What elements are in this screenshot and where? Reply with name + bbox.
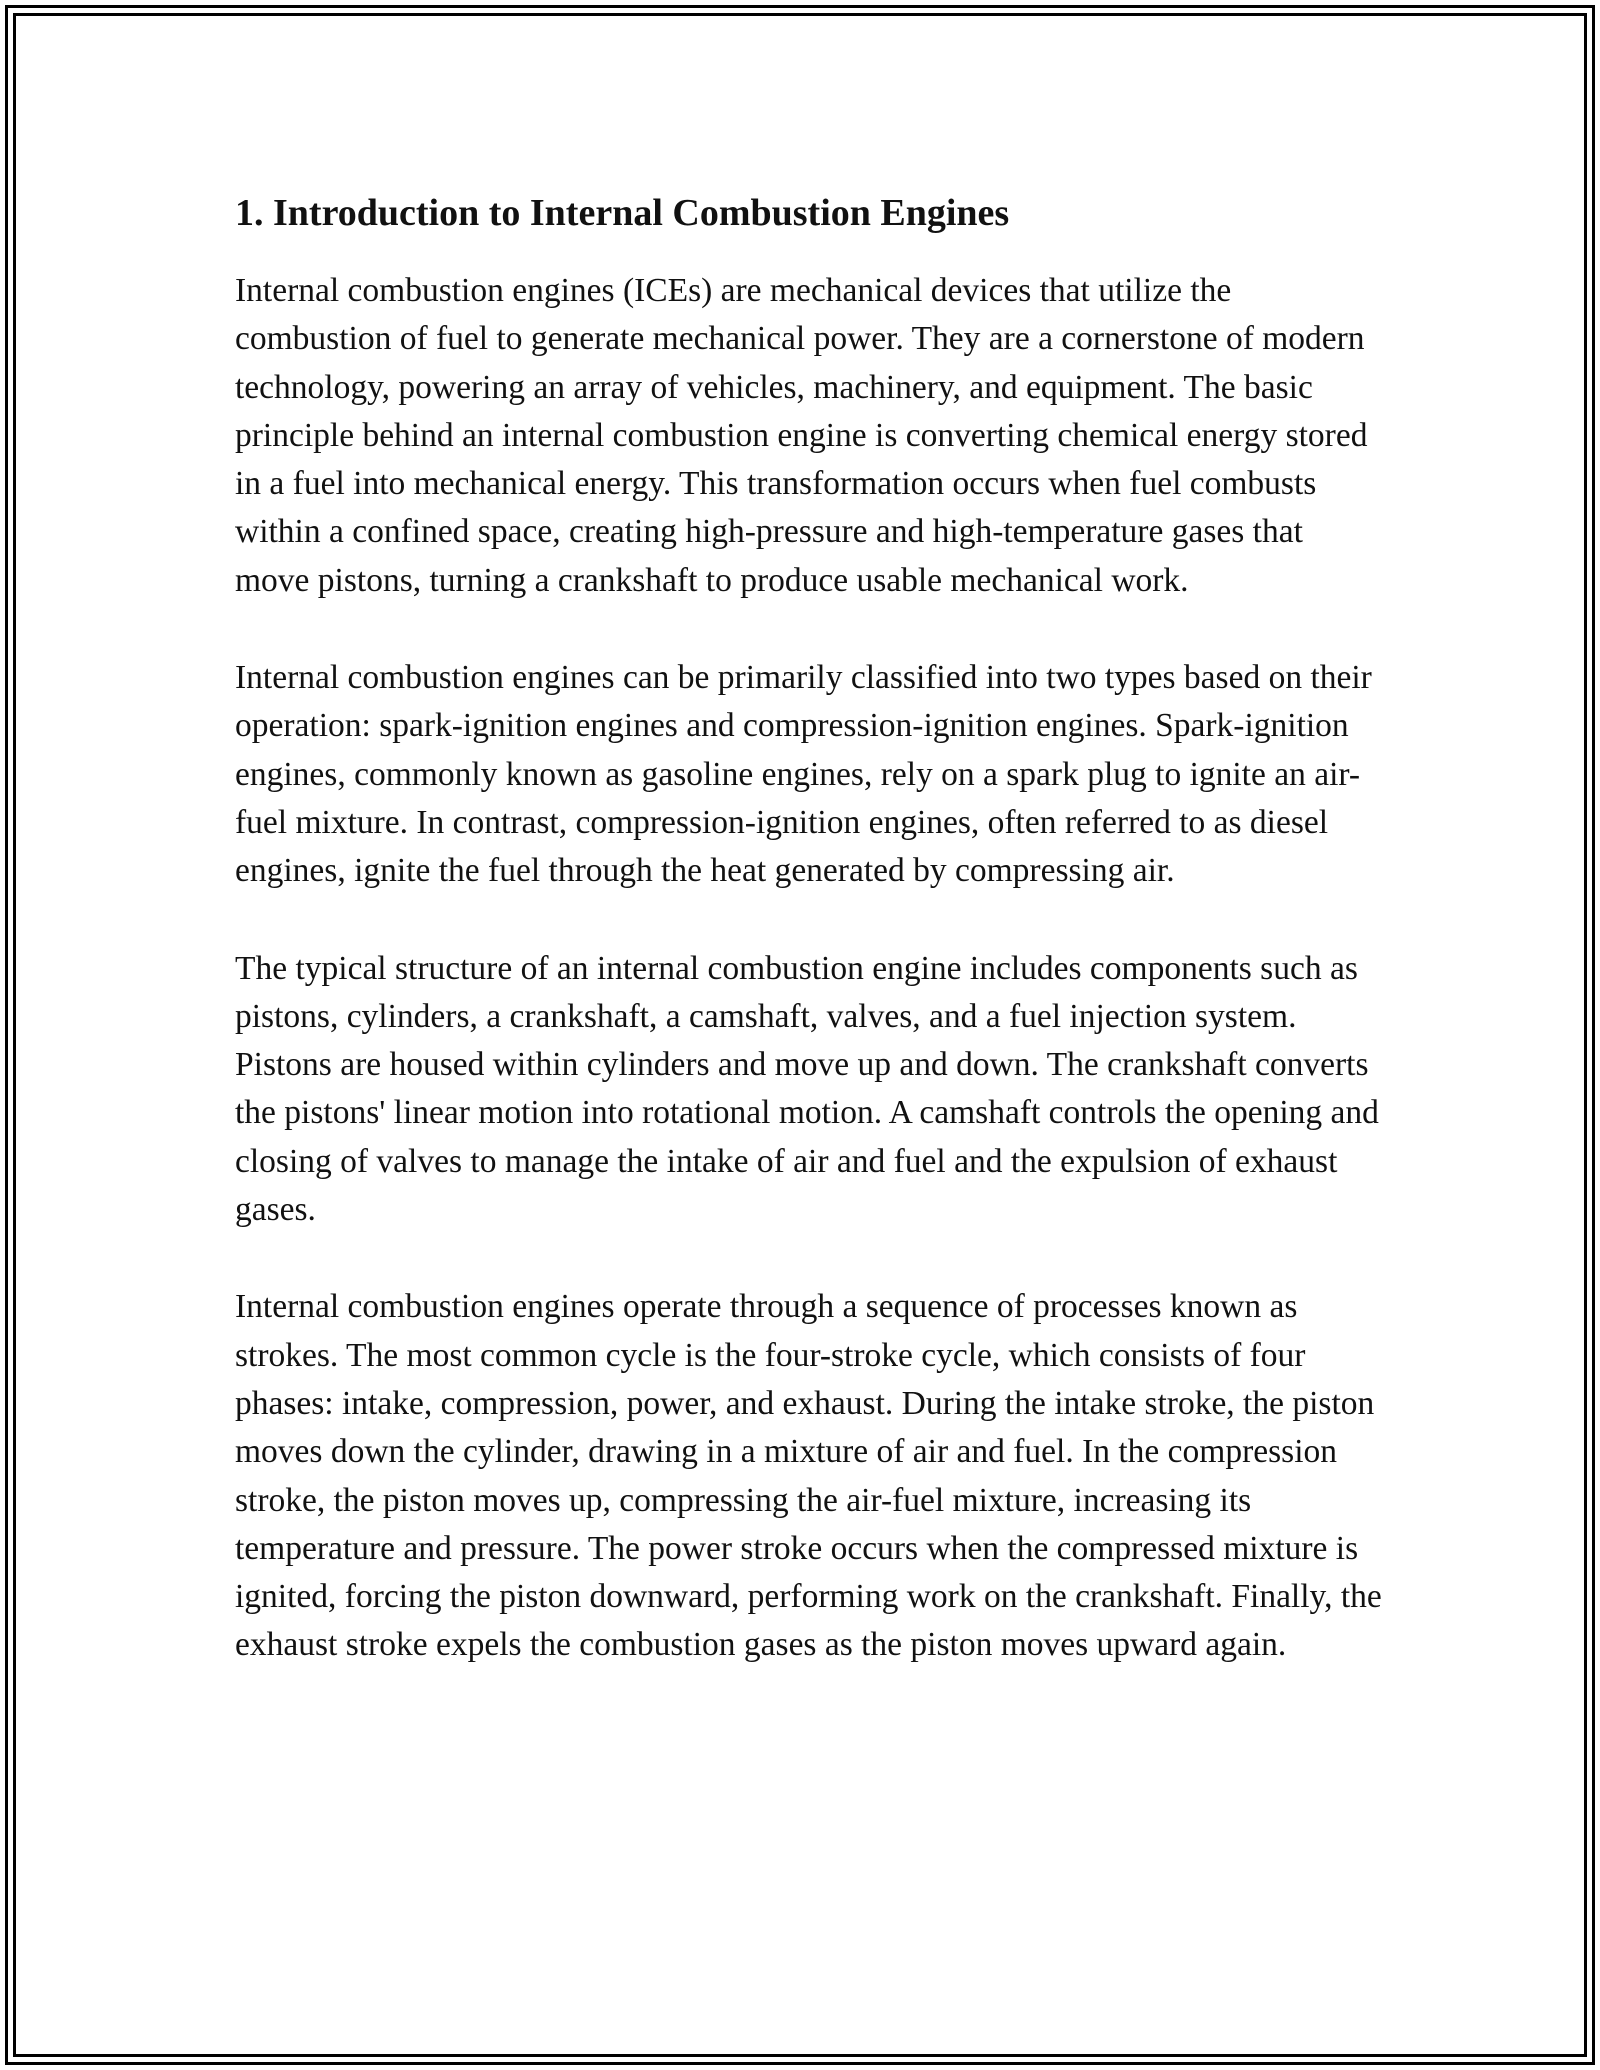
- document-body: [235, 185, 1385, 1719]
- paragraph-intro: Internal combustion engines (ICEs) are mechanical devices that utilize the combustion of fuel to generate mechanical power. They are a cornerstone of modern technology, powering an array of vehicles, machinery, and equipment. The basic principle behind an internal combustion engine is converting chemical energy stored in a fuel into mechanical energy. This transformation occurs when fuel combusts within a confined space, creating high-pressure and high-temperature gases that move pistons, turning a crankshaft to produce usable mechanical work.: [235, 272, 1368, 599]
- paragraph-structure: The typical structure of an internal combustion engine includes components such as pistons, cylinders, a crankshaft, a camshaft, valves, and a fuel injection system. Pistons are housed within cylinders and move up and down. The crankshaft converts the pistons' linear motion into rotational motion. A camshaft controls the opening and closing of valves to manage the intake of air and fuel and the expulsion of exhaust gases.: [235, 949, 1379, 1229]
- section-title: 1. Introduction to Internal Combustion Engines: [235, 192, 1010, 234]
- paragraph-classification: Internal combustion engines can be primarily classified into two types based on their operation: spark-ignition engines and compression-ignition engines. Spark-ignition engines, commonly known as gasoline engines, rely on a spark plug to ignite an air-fuel mixture. In contrast, compression-ignition engines, often referred to as diesel engines, ignite the fuel through the heat generated by compressing air.: [235, 659, 1372, 890]
- paragraph-strokes: Internal combustion engines operate through a sequence of processes known as strokes. The most common cycle is the four-stroke cycle, which consists of four phases: intake, compression, power, and exhaust. During the intake stroke, the piston moves down the cylinder, drawing in a mixture of air and fuel. In the compression stroke, the piston moves up, compressing the air-fuel mixture, increasing its temperature and pressure. The power stroke occurs when the compressed mixture is ignited, forcing the piston downward, performing work on the crankshaft. Finally, the exhaust stroke expels the combustion gases as the piston moves upward again.: [235, 1288, 1382, 1664]
